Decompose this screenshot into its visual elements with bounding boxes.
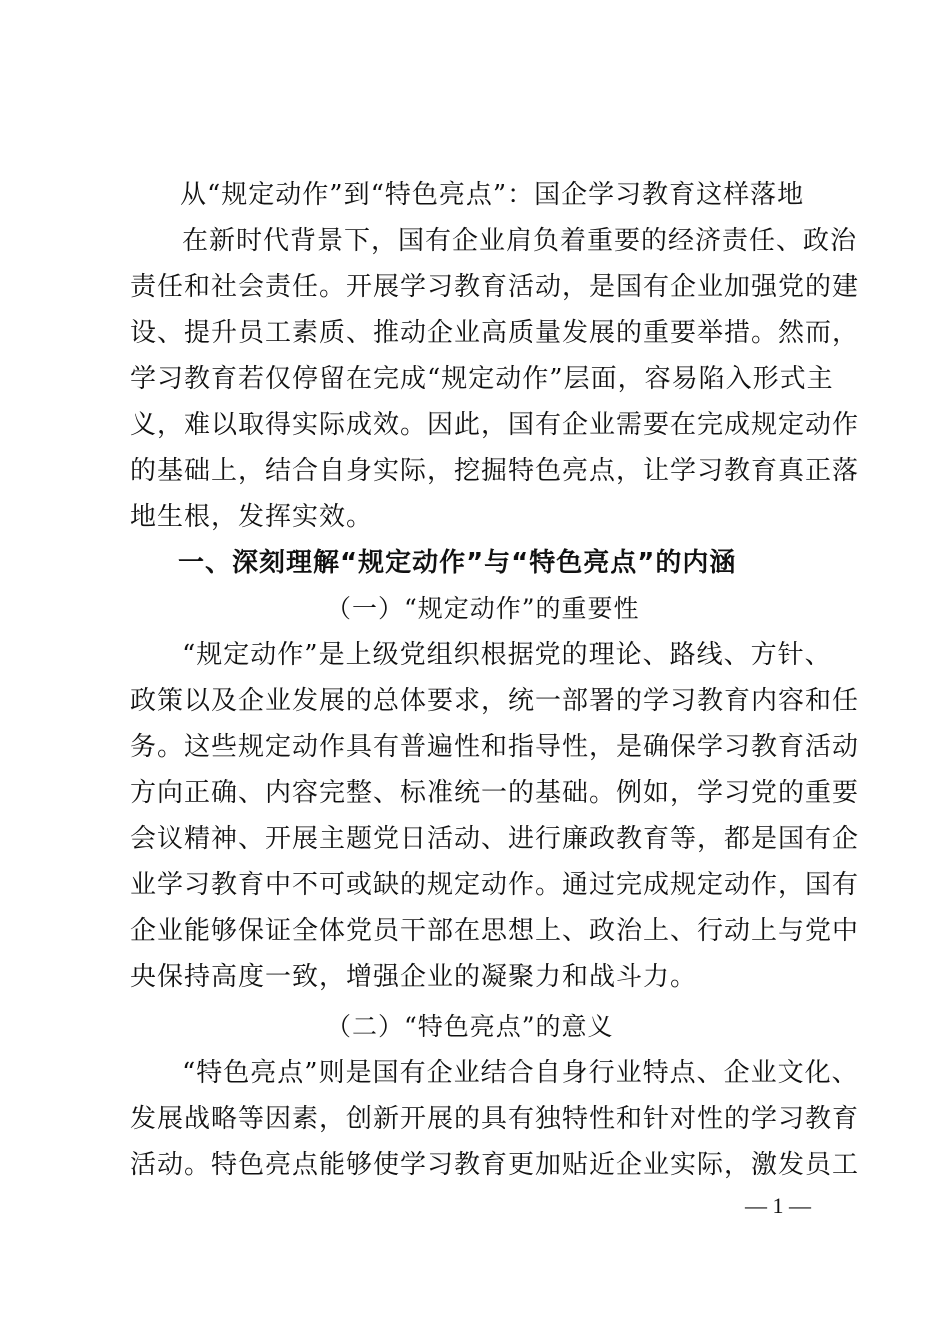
- paragraph-line: 学习教育若仅停留在完成“规定动作”层面，容易陷入形式主: [130, 364, 834, 394]
- paragraph-line: 活动。特色亮点能够使学习教育更加贴近企业实际，激发员工: [130, 1150, 860, 1180]
- section-heading: 一、深刻理解“规定动作”与“特色亮点”的内涵: [178, 548, 737, 578]
- paragraph-line: 设、提升员工素质、推动企业高质量发展的重要举措。然而，: [130, 318, 860, 348]
- subsection-heading: （二）“特色亮点”的意义: [326, 1012, 614, 1041]
- paragraph-line: “规定动作”是上级党组织根据党的理论、路线、方针、: [182, 640, 832, 670]
- paragraph-line: 会议精神、开展主题党日活动、进行廉政教育等，都是国有企: [130, 824, 860, 854]
- paragraph-line: 发展战略等因素，创新开展的具有独特性和针对性的学习教育: [130, 1104, 860, 1134]
- paragraph-line: 在新时代背景下，国有企业肩负着重要的经济责任、政治: [182, 226, 858, 256]
- paragraph-line: 义，难以取得实际成效。因此，国有企业需要在完成规定动作: [130, 410, 860, 440]
- document-title: 从“规定动作”到“特色亮点”：国企学习教育这样落地: [180, 180, 805, 210]
- paragraph-line: 地生根，发挥实效。: [130, 502, 374, 532]
- paragraph-line: 企业能够保证全体党员干部在思想上、政治上、行动上与党中: [130, 916, 860, 946]
- paragraph-line: 央保持高度一致，增强企业的凝聚力和战斗力。: [130, 962, 698, 992]
- paragraph-line: 政策以及企业发展的总体要求，统一部署的学习教育内容和任: [130, 686, 860, 716]
- paragraph-line: 业学习教育中不可或缺的规定动作。通过完成规定动作，国有: [130, 870, 860, 900]
- paragraph-line: 方向正确、内容完整、标准统一的基础。例如，学习党的重要: [130, 778, 860, 808]
- page-number: — 1 —: [745, 1193, 811, 1218]
- paragraph-line: 的基础上，结合自身实际，挖掘特色亮点，让学习教育真正落: [130, 456, 860, 486]
- subsection-heading: （一）“规定动作”的重要性: [326, 594, 640, 623]
- paragraph-line: 责任和社会责任。开展学习教育活动，是国有企业加强党的建: [130, 272, 860, 302]
- paragraph-line: “特色亮点”则是国有企业结合自身行业特点、企业文化、: [182, 1058, 859, 1088]
- paragraph-line: 务。这些规定动作具有普遍性和指导性，是确保学习教育活动: [130, 732, 860, 762]
